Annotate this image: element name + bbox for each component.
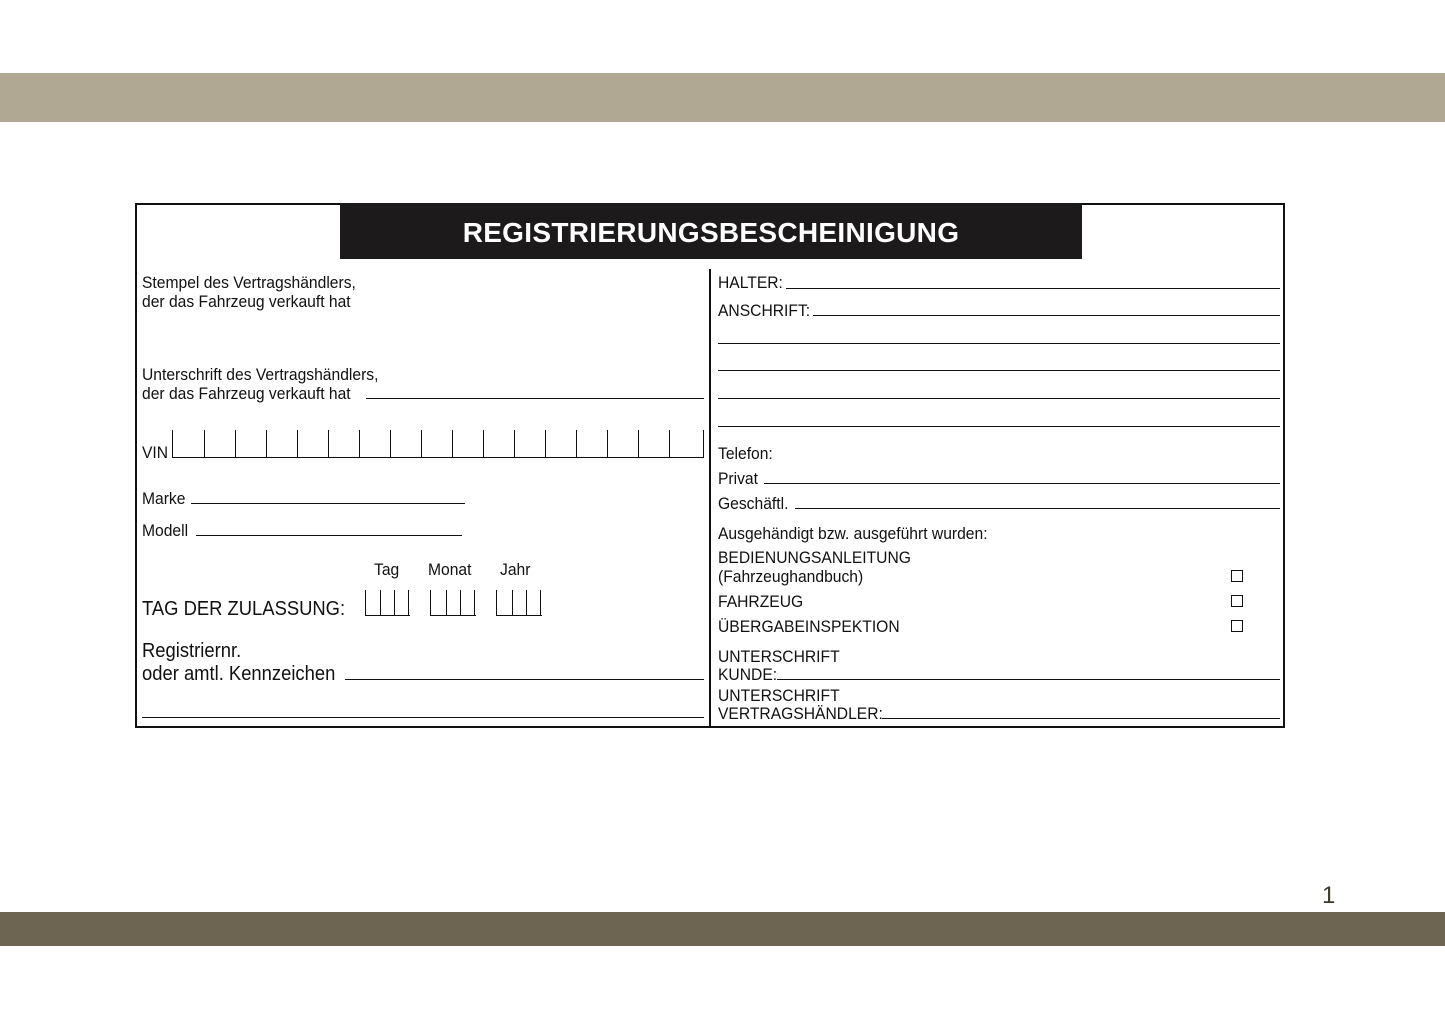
dealer-handover-signature-label-line1: UNTERSCHRIFT [718, 686, 840, 705]
manual-label-line1: BEDIENUNGSANLEITUNG [718, 548, 911, 567]
dealer-handover-signature-label-line2: VERTRAGSHÄNDLER: [718, 704, 883, 723]
vin-cell-divider [452, 430, 453, 458]
vin-cell-divider [390, 430, 391, 458]
column-divider [709, 269, 711, 728]
date-month-label: Monat [428, 560, 472, 579]
vin-label: VIN [142, 443, 169, 462]
handed-over-label: Ausgehändigt bzw. ausgeführt wurden: [718, 524, 988, 543]
vin-cell-divider [328, 430, 329, 458]
vin-field[interactable] [172, 430, 704, 458]
owner-label: HALTER: [718, 273, 783, 292]
vin-cell-divider [514, 430, 515, 458]
dealer-signature-field[interactable] [366, 398, 704, 399]
vin-cell-divider [421, 430, 422, 458]
reg-number-label-line2: oder amtl. Kennzeichen [142, 663, 336, 685]
stamp-label-line1: Stempel des Vertragshändlers, [142, 273, 356, 292]
date-cell-divider [526, 590, 527, 616]
vehicle-checkbox[interactable] [1231, 595, 1243, 607]
vin-cell-divider [483, 430, 484, 458]
vin-cell-divider [359, 430, 360, 458]
address-field-line4[interactable] [718, 398, 1280, 399]
date-cell-divider [540, 590, 541, 616]
vin-cell-divider [703, 430, 704, 458]
model-label: Modell [142, 521, 189, 540]
private-phone-field[interactable] [764, 483, 1280, 484]
reg-number-field-extra[interactable] [142, 717, 704, 718]
date-cell-divider [512, 590, 513, 616]
vin-cell-divider [235, 430, 236, 458]
date-cell-divider [380, 590, 381, 616]
date-day-label: Tag [374, 560, 400, 579]
date-cell-divider [474, 590, 475, 616]
address-field-line2[interactable] [718, 343, 1280, 344]
page-number: 1 [1322, 882, 1336, 909]
vin-cell-divider [266, 430, 267, 458]
vin-cell-divider [204, 430, 205, 458]
date-month-field[interactable] [430, 590, 476, 616]
vin-cell-divider [576, 430, 577, 458]
reg-number-label-line1: Registriernr. [142, 640, 242, 662]
card-title: REGISTRIERUNGSBESCHEINIGUNG [340, 203, 1082, 259]
manual-checkbox[interactable] [1231, 570, 1243, 582]
date-cell-divider [408, 590, 409, 616]
vin-cell-divider [669, 430, 670, 458]
reg-number-field[interactable] [345, 679, 704, 680]
bottom-band [0, 912, 1445, 946]
address-field-line3[interactable] [718, 370, 1280, 371]
manual-label-line2: (Fahrzeughandbuch) [718, 567, 864, 586]
dealer-signature-label-line2: der das Fahrzeug verkauft hat [142, 384, 351, 403]
address-field-line5[interactable] [718, 426, 1280, 427]
date-cell-divider [394, 590, 395, 616]
date-year-field[interactable] [496, 590, 542, 616]
make-label: Marke [142, 489, 186, 508]
date-day-field[interactable] [365, 590, 410, 616]
top-band [0, 73, 1445, 122]
customer-signature-label-line2: KUNDE: [718, 665, 778, 684]
address-field[interactable] [813, 315, 1280, 316]
date-cell-divider [460, 590, 461, 616]
model-field[interactable] [196, 535, 462, 536]
stamp-label-line2: der das Fahrzeug verkauft hat [142, 292, 351, 311]
vin-cell-divider [638, 430, 639, 458]
owner-field[interactable] [786, 288, 1280, 289]
make-field[interactable] [191, 503, 465, 504]
business-phone-label: Geschäftl. [718, 494, 789, 513]
inspection-checkbox[interactable] [1231, 620, 1243, 632]
phone-label: Telefon: [718, 444, 773, 463]
vin-cell-divider [545, 430, 546, 458]
dealer-signature-label-line1: Unterschrift des Vertragshändlers, [142, 365, 379, 384]
vin-cell-divider [607, 430, 608, 458]
vin-cell-divider [297, 430, 298, 458]
registration-date-label: TAG DER ZULASSUNG: [142, 598, 346, 620]
date-cell-divider [446, 590, 447, 616]
business-phone-field[interactable] [795, 508, 1280, 509]
dealer-handover-signature-field[interactable] [882, 718, 1280, 719]
customer-signature-field[interactable] [777, 679, 1280, 680]
inspection-label: ÜBERGABEINSPEKTION [718, 617, 900, 636]
customer-signature-label-line1: UNTERSCHRIFT [718, 647, 840, 666]
private-phone-label: Privat [718, 469, 758, 488]
vehicle-label: FAHRZEUG [718, 592, 804, 611]
address-label: ANSCHRIFT: [718, 301, 811, 320]
date-year-label: Jahr [500, 560, 531, 579]
